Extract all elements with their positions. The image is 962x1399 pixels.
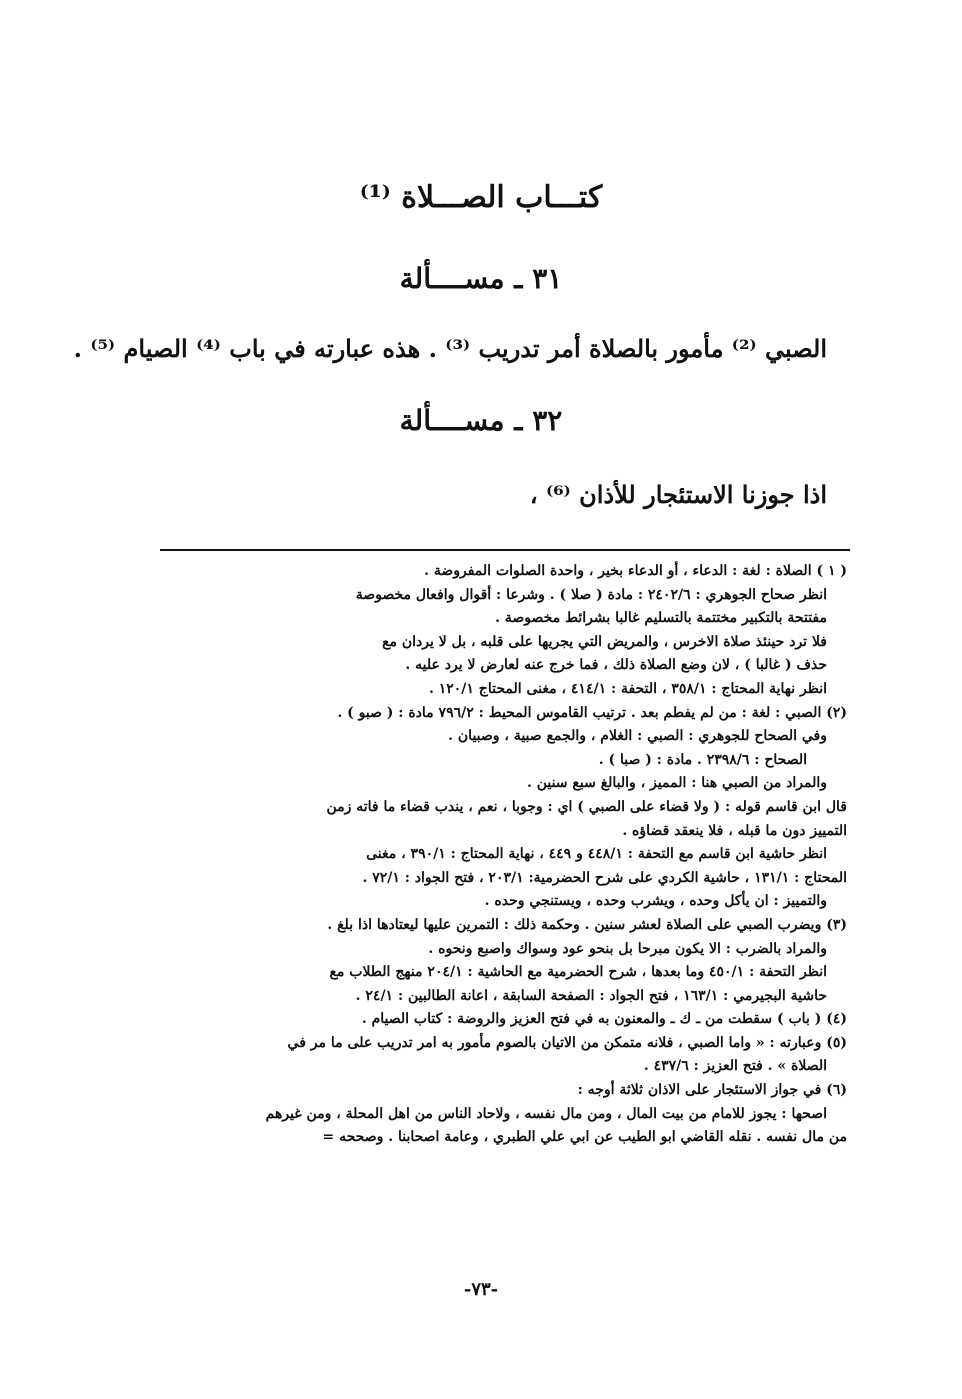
- footnote-line: من مال نفسه . نقله القاضي ابو الطيب عن ابي علي الطبري ، وعامة اصحابنا . وصححه =: [322, 1129, 847, 1146]
- page-number: -٧٣-: [463, 1279, 499, 1300]
- footnote-line: الصحاح : ٢٣٩٨/٦ . مادة : ( صبا ) .: [598, 751, 807, 768]
- footnote-line: التمييز دون ما قبله ، فلا ينعقد قضاؤه .: [622, 822, 847, 839]
- footnote-line: والتمييز : ان يأكل وحده ، ويشرب وحده ، ويستنجي وحده .: [484, 893, 827, 910]
- footnote-line: اصحها : يجوز للامام من بيت المال ، ومن مال نفسه ، ولاحاد الناس من اهل المحلة ، ومن غيرهم: [265, 1105, 827, 1122]
- footnote-line: والمراد من الصبي هنا : المميز ، والبالغ سبع سنين .: [526, 775, 827, 792]
- footnote-line: ( ١ ) الصلاة : لغة : الدعاء ، أو الدعاء بخير ، واحدة الصلوات المفروضة .: [424, 563, 847, 579]
- footnote-line: قال ابن قاسم قوله : ( ولا قضاء على الصبي ) اي : وجوبا ، نعم ، يندب قضاء ما فاته زمن: [326, 798, 847, 815]
- footnote-line: الصلاة » . فتح العزيز : ٤٣٧/٦ .: [643, 1058, 827, 1075]
- footnote-line: انظر صحاح الجوهري : ٢٤٠٢/٦ : مادة ( صلا ) . وشرعا : أقوال وافعال مخصوصة: [355, 586, 827, 603]
- footnote-line: (٥) وعبارته : « واما الصبي ، فلانه متمكن من الاتيان بالصوم مأمور به امر تدريب على ما مر في: [287, 1034, 847, 1051]
- issue-31-text: الصبي ⁽²⁾ مأمور بالصلاة أمر تدريب ⁽³⁾ . هذه عبارته في باب ⁽⁴⁾ الصيام ⁽⁵⁾ .: [73, 334, 827, 363]
- issue-heading-32: ٣٢ ـ مســــألة: [399, 404, 563, 437]
- issue-32-text: اذا جوزنا الاستئجار للأذان ⁽⁶⁾ ،: [529, 480, 827, 509]
- footnote-line: (٣) ويضرب الصبي على الصلاة لعشر سنين . وحكمة ذلك : التمرين عليها ليعتادها اذا بلغ .: [327, 916, 847, 933]
- footnotes: [127, 560, 847, 1150]
- footnote-divider: [160, 549, 850, 551]
- footnote-line: (٢) الصبي : لغة : من لم يفطم بعد . ترتيب القاموس المحيط : ٧٩٦/٢ مادة : ( صبو ) .: [337, 704, 847, 721]
- footnote-line: حاشية البجيرمي : ١٦٣/١ ، فتح الجواد : الصفحة السابقة ، اعانة الطالبين : ٢٤/١ .: [355, 987, 827, 1004]
- footnote-line: انظر نهاية المحتاج : ٣٥٨/١ ، التحفة : ٤١٤/١ ، مغنى المحتاج ١٢٠/١ .: [428, 680, 827, 697]
- footnote-line: (٤) ( باب ) سقطت من ـ ك ـ والمعنون به في فتح العزيز والروضة : كتاب الصيام .: [361, 1011, 847, 1028]
- footnote-line: فلا ترد حينئذ صلاة الاخرس ، والمريض التي يجريها على قلبه ، بل لا يردان مع: [382, 633, 827, 650]
- footnote-line: والمراد بالضرب : الا يكون مبرحا بل بنحو عود وسواك واصبع ونحوه .: [428, 940, 827, 957]
- footnote-line: انظر التحفة : ٤٥٠/١ وما بعدها ، شرح الحضرمية مع الحاشية : ٢٠٤/١ منهج الطلاب مع: [329, 964, 827, 981]
- footnote-line: انظر حاشية ابن قاسم مع التحفة : ٤٤٨/١ و ٤٤٩ ، نهاية المحتاج : ٣٩٠/١ ، مغنى: [366, 846, 827, 863]
- footnote-line: (٦) في جواز الاستئجار على الاذان ثلاثة أوجه :: [577, 1082, 847, 1099]
- footnote-line: المحتاج : ١٣١/١ ، حاشية الكردي على شرح الحضرمية: ٢٠٣/١ ، فتح الجواد : ٧٢/١ .: [362, 869, 847, 886]
- chapter-title: كتـــاب الصـــلاة ⁽¹⁾: [359, 180, 603, 215]
- footnote-line: وفي الصحاح للجوهري : الصبي : الغلام ، والجمع صبية ، وصبيان .: [448, 728, 827, 745]
- footnote-line: حذف ( غالبا ) ، لان وضع الصلاة ذلك ، فما خرج عنه لعارض لا يرد عليه .: [405, 657, 827, 674]
- issue-heading-31: ٣١ ـ مســــألة: [399, 262, 563, 295]
- footnote-line: مفتتحة بالتكبير مختتمة بالتسليم غالبا بشرائط مخصوصة .: [495, 610, 827, 627]
